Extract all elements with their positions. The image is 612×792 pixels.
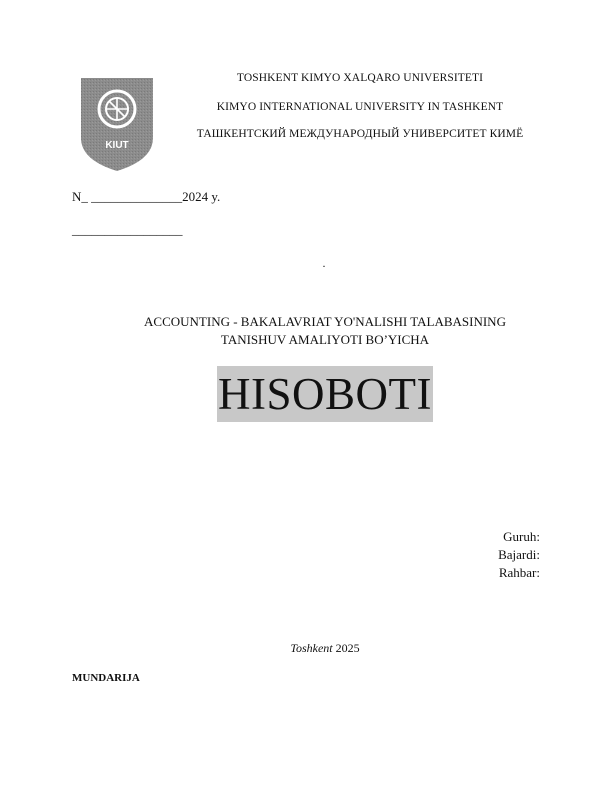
signature-line: _________________	[72, 222, 183, 237]
table-of-contents-heading: MUNDARIJA	[72, 672, 140, 684]
footer-place-year	[0, 641, 612, 656]
report-title: HISOBOTI	[217, 366, 433, 422]
university-name-ru: ТАШКЕНТСКИЙ МЕЖДУНАРОДНЫЙ УНИВЕРСИТЕТ КИМЁ	[196, 128, 524, 140]
university-name-uz: TOSHKENT KIMYO XALQARO UNIVERSITETI	[236, 72, 484, 84]
footer-year: 2025	[335, 641, 360, 655]
supervisor-label: Rahbar:	[498, 565, 540, 580]
report-subtitle-line-1: ACCOUNTING - BAKALAVRIAT YO'NALISHI TALABASINING	[144, 314, 506, 329]
university-name-en: KIMYO INTERNATIONAL UNIVERSITY IN TASHKENT	[216, 101, 504, 113]
group-label: Guruh:	[503, 529, 540, 544]
kiut-shield-icon	[78, 76, 156, 172]
logo-label: KIUT	[105, 140, 129, 151]
registration-number-line: N_ ______________2024 y.	[72, 189, 221, 204]
performed-by-label: Bajardi:	[498, 547, 540, 562]
report-subtitle-line-2: TANISHUV AMALIYOTI BO’YICHA	[220, 332, 430, 347]
footer-city: Toshkent	[290, 641, 333, 655]
separator-dot: .	[322, 256, 326, 270]
university-logo	[78, 76, 156, 172]
report-title-wrapper	[0, 366, 612, 422]
